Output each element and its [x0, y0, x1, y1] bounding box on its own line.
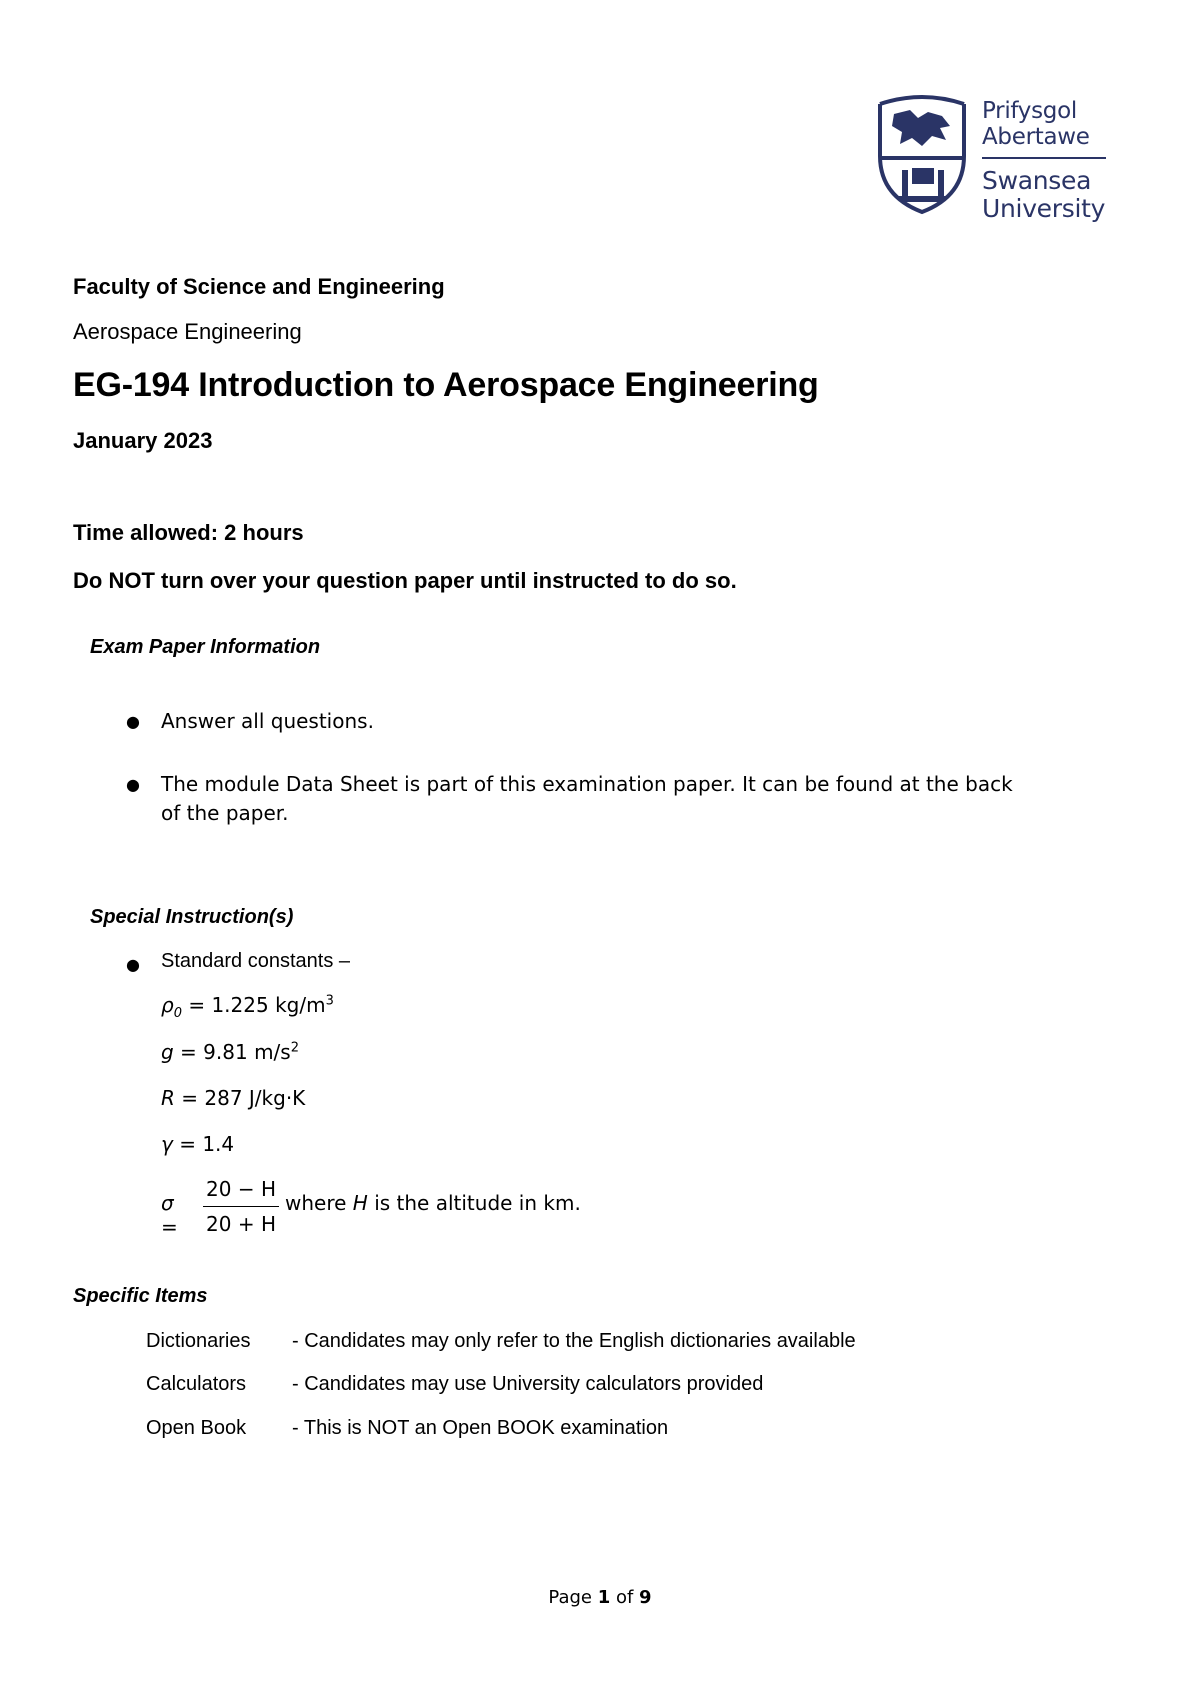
rho-symbol: ρ — [161, 993, 174, 1017]
rho-subscript: 0 — [173, 1006, 182, 1021]
total-pages: 9 — [639, 1587, 652, 1608]
g-value: = 9.81 m/s — [173, 1040, 291, 1064]
logo-divider — [982, 157, 1106, 159]
logo-text-line4: University — [982, 194, 1106, 223]
table-row — [146, 1330, 856, 1353]
gamma-symbol: γ — [161, 1132, 173, 1156]
constant-g — [161, 1040, 299, 1064]
module-title: EG-194 Introduction to Aerospace Engineering — [73, 366, 819, 404]
item-label: Calculators — [146, 1373, 247, 1395]
item-text: - Candidates may use University calculators provided — [292, 1373, 764, 1395]
current-page: 1 — [597, 1587, 611, 1608]
sigma-variable: H — [352, 1191, 368, 1215]
exam-date: January 2023 — [73, 428, 213, 453]
university-logo — [872, 92, 1112, 230]
fraction-bar — [203, 1206, 279, 1207]
rho-exponent: 3 — [325, 993, 334, 1009]
exam-info-heading: Exam Paper Information — [90, 636, 321, 658]
list-item: Answer all questions. — [161, 709, 374, 733]
rho-value: = 1.225 kg/m — [181, 993, 326, 1017]
g-exponent: 2 — [290, 1040, 299, 1056]
r-symbol: R — [161, 1086, 175, 1110]
logo-text-line3: Swansea — [982, 166, 1092, 195]
table-row — [146, 1373, 763, 1396]
item-text: - Candidates may only refer to the English dictionaries available — [292, 1330, 856, 1352]
table-row — [146, 1417, 668, 1440]
gamma-value: = 1.4 — [172, 1132, 235, 1156]
special-instructions-heading: Special Instruction(s) — [90, 906, 294, 928]
bullet-icon: ● — [126, 712, 140, 731]
sigma-lhs: σ = — [161, 1191, 178, 1239]
bullet-icon: ● — [126, 775, 140, 794]
page-prefix: Page — [548, 1587, 598, 1608]
bullet-icon: ● — [126, 955, 140, 974]
constant-rho — [161, 993, 334, 1021]
time-allowed: Time allowed: 2 hours — [73, 520, 304, 545]
sigma-tail: is the altitude in km. — [367, 1191, 581, 1215]
constant-r — [161, 1086, 305, 1110]
r-value: = 287 J/kg·K — [174, 1086, 306, 1110]
constant-gamma — [161, 1132, 234, 1156]
logo-text-line1: Prifysgol — [982, 98, 1077, 124]
item-label: Open Book — [146, 1417, 247, 1439]
crest-icon — [872, 92, 972, 230]
turn-over-warning: Do NOT turn over your question paper until instructed to do so. — [73, 568, 737, 593]
g-symbol: g — [161, 1040, 174, 1064]
sigma-description — [285, 1191, 581, 1215]
department-name: Aerospace Engineering — [73, 319, 302, 344]
logo-text-line2: Abertawe — [982, 124, 1090, 150]
specific-items-heading: Specific Items — [73, 1285, 208, 1307]
constants-label: Standard constants – — [161, 950, 351, 972]
item-text: - This is NOT an Open BOOK examination — [292, 1417, 669, 1439]
page-number — [0, 1587, 1200, 1608]
page-of: of — [610, 1587, 640, 1608]
item-label: Dictionaries — [146, 1330, 251, 1352]
faculty-name: Faculty of Science and Engineering — [73, 274, 445, 299]
sigma-denominator: 20 + H — [206, 1212, 276, 1236]
sigma-where: where — [285, 1191, 353, 1215]
sigma-fraction — [203, 1175, 279, 1238]
sigma-numerator: 20 − H — [206, 1177, 276, 1201]
list-item: The module Data Sheet is part of this examination paper. It can be found at the back of the paper. — [161, 772, 1013, 825]
